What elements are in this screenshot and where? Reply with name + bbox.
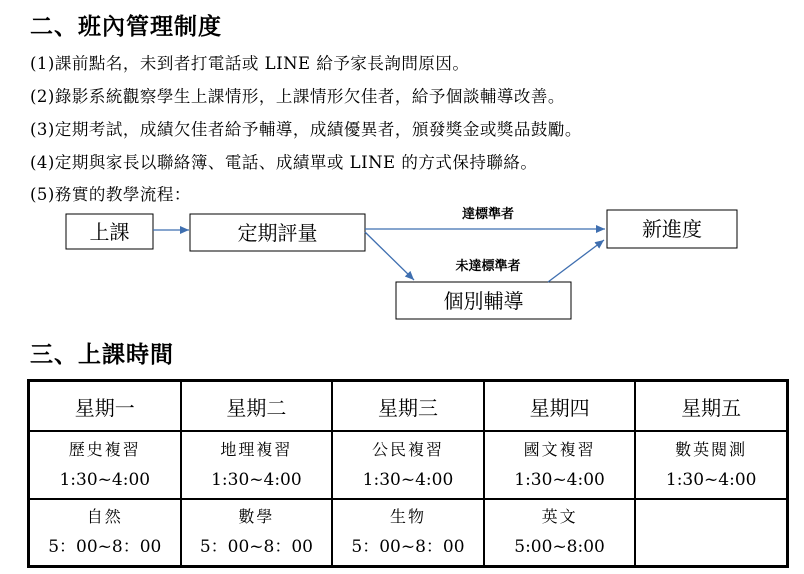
schedule-cell-empty bbox=[635, 499, 787, 567]
schedule-cell bbox=[484, 499, 636, 567]
time: 1:30~4:00 bbox=[665, 469, 757, 490]
node-tutoring-label: 個別輔導 bbox=[443, 289, 524, 313]
rule-1: (1)課前點名，未到者打電話或 LINE 給予家長詢問原因。 bbox=[30, 54, 470, 73]
day-header: 星期五 bbox=[635, 381, 787, 431]
node-new-progress bbox=[607, 210, 737, 248]
schedule-cell bbox=[332, 431, 484, 499]
schedule-cell bbox=[635, 431, 787, 499]
time: 1:30~4:00 bbox=[211, 469, 302, 490]
subject: 數學 bbox=[238, 507, 275, 527]
schedule-header-row bbox=[29, 381, 787, 431]
time: 5：00~8：00 bbox=[48, 537, 162, 558]
node-tutoring bbox=[396, 282, 571, 319]
schedule-cell bbox=[29, 431, 181, 499]
edge-label-fail: 未達標準者 bbox=[455, 259, 521, 274]
subject: 生物 bbox=[389, 507, 426, 527]
schedule-cell bbox=[181, 431, 333, 499]
time: 5:00~8:00 bbox=[514, 537, 605, 558]
schedule-cell bbox=[29, 499, 181, 567]
time: 5：00~8：00 bbox=[199, 537, 313, 558]
rule-2: (2)錄影系統觀察學生上課情形，上課情形欠佳者，給予個談輔導改善。 bbox=[30, 87, 565, 106]
day-header: 星期二 bbox=[181, 381, 333, 431]
subject: 地理複習 bbox=[220, 439, 293, 459]
arrow-tutoring-to-new-progress bbox=[548, 240, 604, 282]
node-class bbox=[66, 214, 153, 249]
node-class-label: 上課 bbox=[89, 220, 130, 244]
schedule-row-afternoon bbox=[29, 431, 787, 499]
subject: 自然 bbox=[86, 507, 123, 527]
subject: 歷史複習 bbox=[68, 439, 141, 459]
time: 1:30~4:00 bbox=[362, 469, 454, 490]
section-2-title: 二、班內管理制度 bbox=[30, 14, 222, 40]
subject: 公民複習 bbox=[371, 439, 444, 459]
node-new-progress-label: 新進度 bbox=[642, 217, 702, 241]
schedule-cell bbox=[484, 431, 636, 499]
time: 5：00~8：00 bbox=[351, 537, 465, 558]
day-header: 星期三 bbox=[332, 381, 484, 431]
rule-3: (3)定期考試，成績欠佳者給予輔導，成績優異者，頒發獎金或獎品鼓勵。 bbox=[30, 120, 582, 139]
edge-label-pass: 達標準者 bbox=[461, 207, 515, 222]
node-assessment bbox=[190, 214, 365, 251]
rule-5: (5)務實的教學流程： bbox=[30, 185, 191, 204]
time: 1:30~4:00 bbox=[59, 469, 151, 490]
rule-4: (4)定期與家長以聯絡簿、電話、成績單或 LINE 的方式保持聯絡。 bbox=[30, 153, 538, 172]
node-assessment-label: 定期評量 bbox=[237, 221, 318, 245]
arrow-assessment-to-tutoring bbox=[365, 232, 414, 280]
day-header: 星期一 bbox=[29, 381, 181, 431]
schedule-cell bbox=[181, 499, 333, 567]
subject: 英文 bbox=[541, 507, 578, 527]
schedule-row-evening bbox=[29, 499, 787, 567]
class-schedule-table bbox=[27, 379, 789, 568]
subject: 國文複習 bbox=[523, 439, 596, 459]
section-3-title: 三、上課時間 bbox=[30, 342, 174, 368]
schedule-cell bbox=[332, 499, 484, 567]
time: 1:30~4:00 bbox=[514, 469, 605, 490]
subject: 數英閱測 bbox=[675, 439, 748, 459]
day-header: 星期四 bbox=[484, 381, 636, 431]
